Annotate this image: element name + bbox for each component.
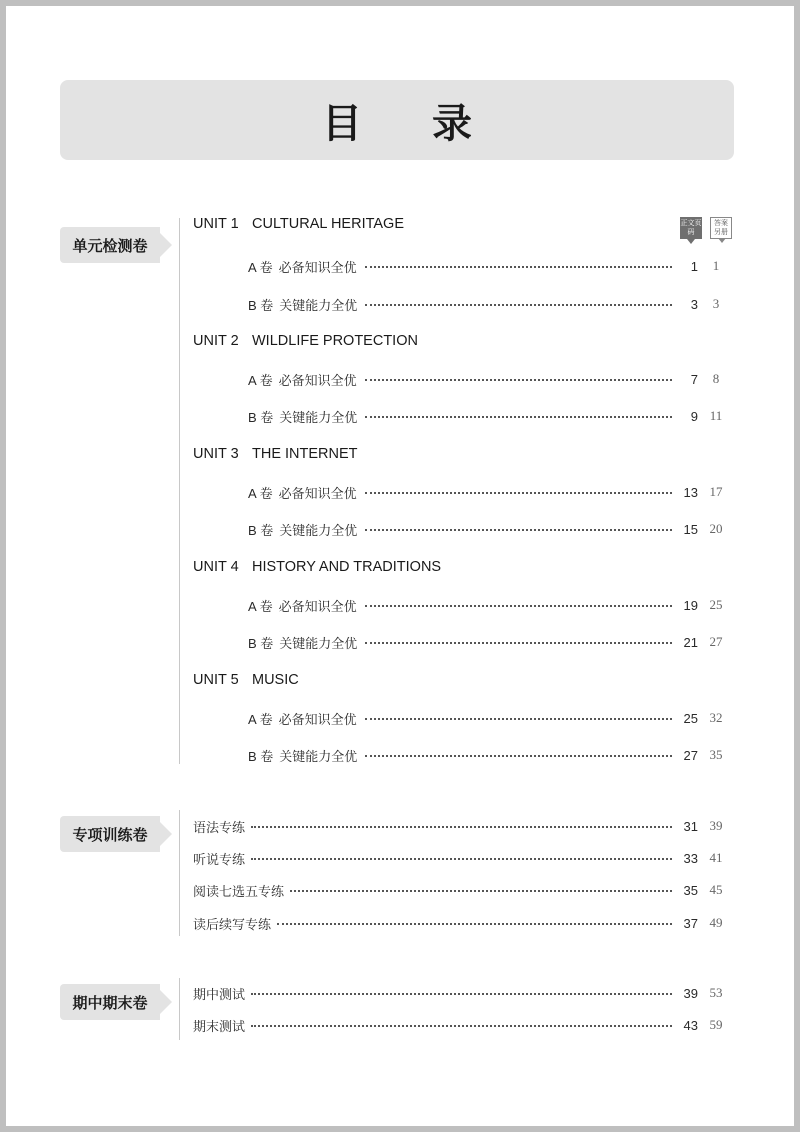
unit-name: MUSIC [252,672,299,688]
answer-page-number: 1 [712,258,720,273]
toc-entry[interactable] [248,294,734,314]
answer-page-number: 25 [709,597,723,612]
page-number: 25 [683,710,698,726]
page-number: 43 [683,1017,698,1033]
toc-entry[interactable] [193,983,734,1003]
section-tag-exams: 期中期末卷 [60,984,160,1020]
page [6,6,794,1126]
toc-entry[interactable] [193,913,734,933]
entry-name: 关键能力全优 [279,298,358,314]
answer-page-number: 8 [712,371,720,386]
volume-label: A 卷 [248,259,273,275]
toc-entry[interactable] [248,595,734,615]
page-number: 37 [683,915,698,931]
unit-number: UNIT 1 [193,216,239,232]
dot-leader [251,1025,672,1027]
toc-entry[interactable] [248,406,734,426]
unit-number: UNIT 4 [193,559,239,575]
dot-leader [365,605,672,607]
unit-name: WILDLIFE PROTECTION [252,333,418,349]
answer-page-number: 11 [709,408,723,423]
column-legend [680,217,732,239]
page-number: 33 [683,850,698,866]
entry-name: 阅读七选五专练 [193,884,285,900]
entry-name: 关键能力全优 [279,636,358,652]
unit-name: THE INTERNET [252,446,358,462]
dot-leader [365,529,672,531]
section-divider [179,810,180,936]
answer-page-number: 41 [709,850,723,865]
answer-page-number: 17 [709,484,723,499]
entry-name: 关键能力全优 [279,749,358,765]
volume-label: B 卷 [248,297,274,313]
dot-leader [365,718,672,720]
entry-name: 必备知识全优 [278,260,357,276]
section-divider [179,218,180,764]
dot-leader [365,266,672,268]
page-number: 35 [683,882,698,898]
volume-label: A 卷 [248,598,273,614]
answer-page-number: 45 [709,882,723,897]
toc-entry[interactable] [248,256,734,276]
answer-page-number: 32 [709,710,723,725]
entry-name: 听说专练 [193,852,246,868]
toc-entry[interactable] [248,369,734,389]
answer-page-number: 53 [709,985,723,1000]
entry-name: 读后续写专练 [193,917,272,933]
dot-leader [365,416,672,418]
entry-name: 必备知识全优 [278,712,357,728]
volume-label: A 卷 [248,711,273,727]
unit-title [193,559,441,575]
page-number: 1 [690,258,698,274]
dot-leader [251,993,672,995]
dot-leader [365,755,672,757]
toc-entry[interactable] [248,708,734,728]
page-number: 13 [683,484,698,500]
entry-name: 必备知识全优 [278,486,357,502]
volume-label: B 卷 [248,635,274,651]
unit-name: CULTURAL HERITAGE [252,216,405,232]
dot-leader [277,923,672,925]
toc-entry[interactable] [193,1015,734,1035]
section-divider [179,978,180,1040]
toc-entry[interactable] [248,519,734,539]
unit-number: UNIT 5 [193,672,239,688]
toc-entry[interactable] [193,816,734,836]
page-number: 27 [683,747,698,763]
volume-label: A 卷 [248,485,273,501]
entry-name: 期中测试 [193,987,246,1003]
page-number: 9 [690,408,698,424]
page-number: 19 [683,597,698,613]
answer-page-number: 3 [712,296,720,311]
answer-page-number: 20 [709,521,723,536]
section-tag-unit-tests: 单元检测卷 [60,227,160,263]
title-banner [60,80,734,160]
entry-name: 必备知识全优 [278,373,357,389]
dot-leader [290,890,672,892]
volume-label: A 卷 [248,372,273,388]
unit-number: UNIT 3 [193,446,239,462]
dot-leader [251,858,672,860]
toc-entry[interactable] [248,482,734,502]
unit-number: UNIT 2 [193,333,239,349]
unit-name: HISTORY AND TRADITIONS [252,559,442,575]
answer-page-number: 27 [709,634,723,649]
entry-name: 语法专练 [193,820,246,836]
page-title: 目 录 [322,100,500,147]
entry-name: 期末测试 [193,1019,246,1035]
toc-entry[interactable] [193,880,734,900]
volume-label: B 卷 [248,522,274,538]
answer-page-number: 39 [709,818,723,833]
dot-leader [365,304,672,306]
page-number: 39 [683,985,698,1001]
answer-page-number: 59 [709,1017,723,1032]
dot-leader [365,642,672,644]
section-tag-special-training: 专项训练卷 [60,816,160,852]
toc-entry[interactable] [193,848,734,868]
unit-title [193,672,299,688]
dot-leader [365,492,672,494]
answer-page-badge: 答案另册 [710,217,732,239]
entry-name: 关键能力全优 [279,410,358,426]
entry-name: 必备知识全优 [278,599,357,615]
dot-leader [251,826,672,828]
answer-page-number: 35 [709,747,723,762]
volume-label: B 卷 [248,409,274,425]
answer-page-number: 49 [709,915,723,930]
dot-leader [365,379,672,381]
page-number: 3 [690,296,698,312]
unit-title [193,216,404,232]
entry-name: 关键能力全优 [279,523,358,539]
page-number: 15 [683,521,698,537]
page-number: 7 [690,371,698,387]
unit-title [193,446,358,462]
volume-label: B 卷 [248,748,274,764]
page-number-badge: 正文页码 [680,217,702,239]
page-number: 21 [683,634,698,650]
page-number: 31 [683,818,698,834]
toc-entry[interactable] [248,745,734,765]
unit-title [193,333,418,349]
toc-entry[interactable] [248,632,734,652]
